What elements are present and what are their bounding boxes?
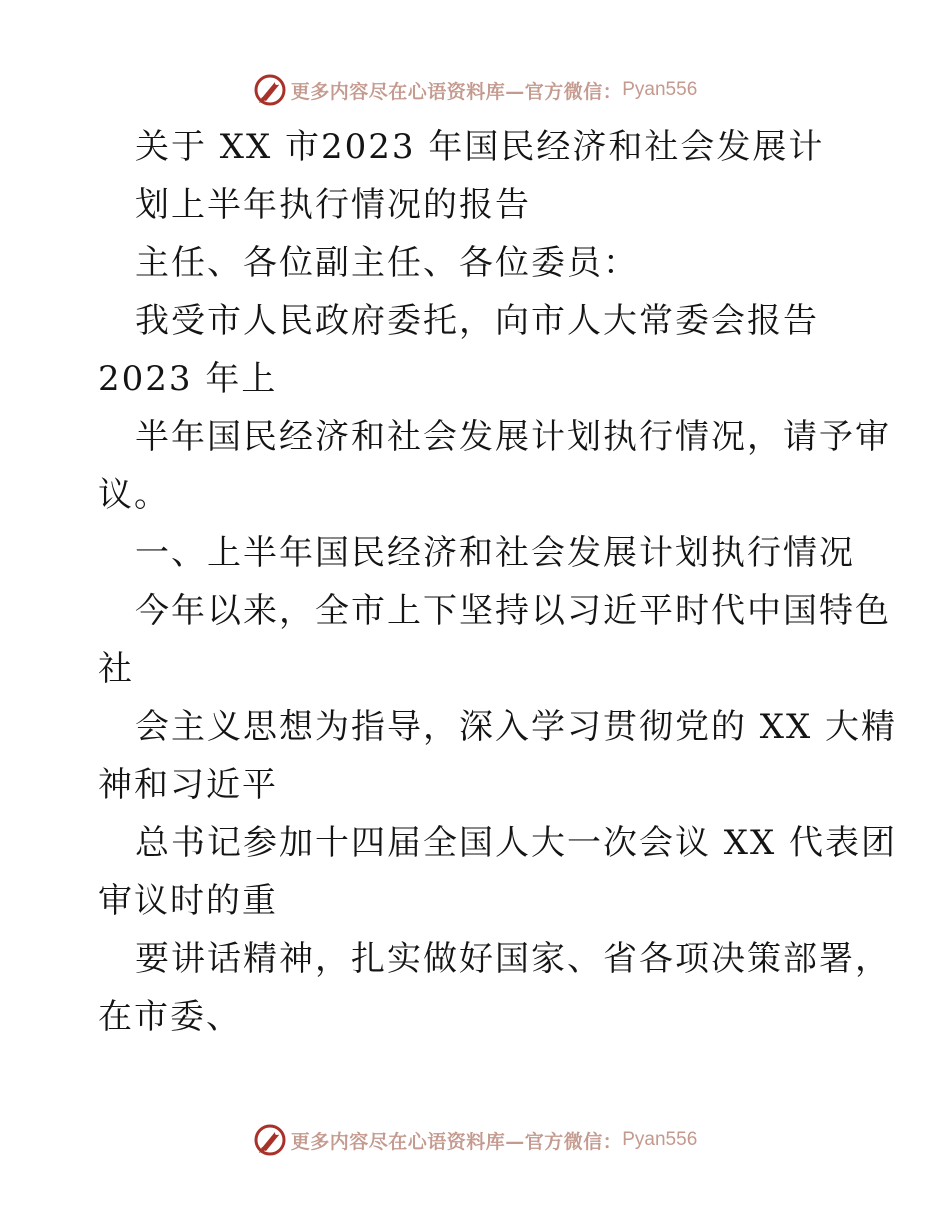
pen-logo-icon	[253, 73, 287, 107]
paragraph-line: 审议时的重	[98, 881, 278, 921]
paragraph-line: 议。	[98, 475, 170, 515]
watermark-text: 更多内容尽在心语资料库—官方微信：	[290, 1130, 623, 1153]
paragraph-line: 会主义思想为指导，深入学习贯彻党的 XX 大精	[135, 707, 898, 747]
watermark-text: 更多内容尽在心语资料库—官方微信：	[290, 80, 623, 103]
paragraph-line: 半年国民经济和社会发展计划执行情况，请予审	[135, 417, 891, 457]
watermark-wechat-id: Pyan556	[622, 79, 698, 100]
watermark-wechat-id: Pyan556	[622, 1129, 698, 1150]
paragraph-line: 2023 年上	[98, 359, 278, 399]
title-line-1: 关于 XX 市2023 年国民经济和社会发展计	[135, 127, 825, 167]
watermark-banner-bottom	[0, 1120, 950, 1160]
paragraph-line: 我受市人民政府委托，向市人大常委会报告	[135, 301, 819, 341]
paragraph-line: 社	[98, 649, 134, 689]
paragraph-line: 总书记参加十四届全国人大一次会议 XX 代表团	[135, 823, 898, 863]
paragraph-line: 在市委、	[98, 997, 242, 1037]
section-heading: 一、上半年国民经济和社会发展计划执行情况	[135, 533, 855, 573]
paragraph-line: 今年以来，全市上下坚持以习近平时代中国特色	[135, 591, 891, 631]
document-body	[98, 118, 898, 1046]
paragraph-line: 神和习近平	[98, 765, 278, 805]
watermark-banner-top	[0, 70, 950, 110]
title-line-2: 划上半年执行情况的报告	[135, 185, 531, 225]
salutation: 主任、各位副主任、各位委员：	[135, 243, 639, 283]
pen-logo-icon	[253, 1123, 287, 1157]
paragraph-line: 要讲话精神，扎实做好国家、省各项决策部署，	[135, 939, 891, 979]
